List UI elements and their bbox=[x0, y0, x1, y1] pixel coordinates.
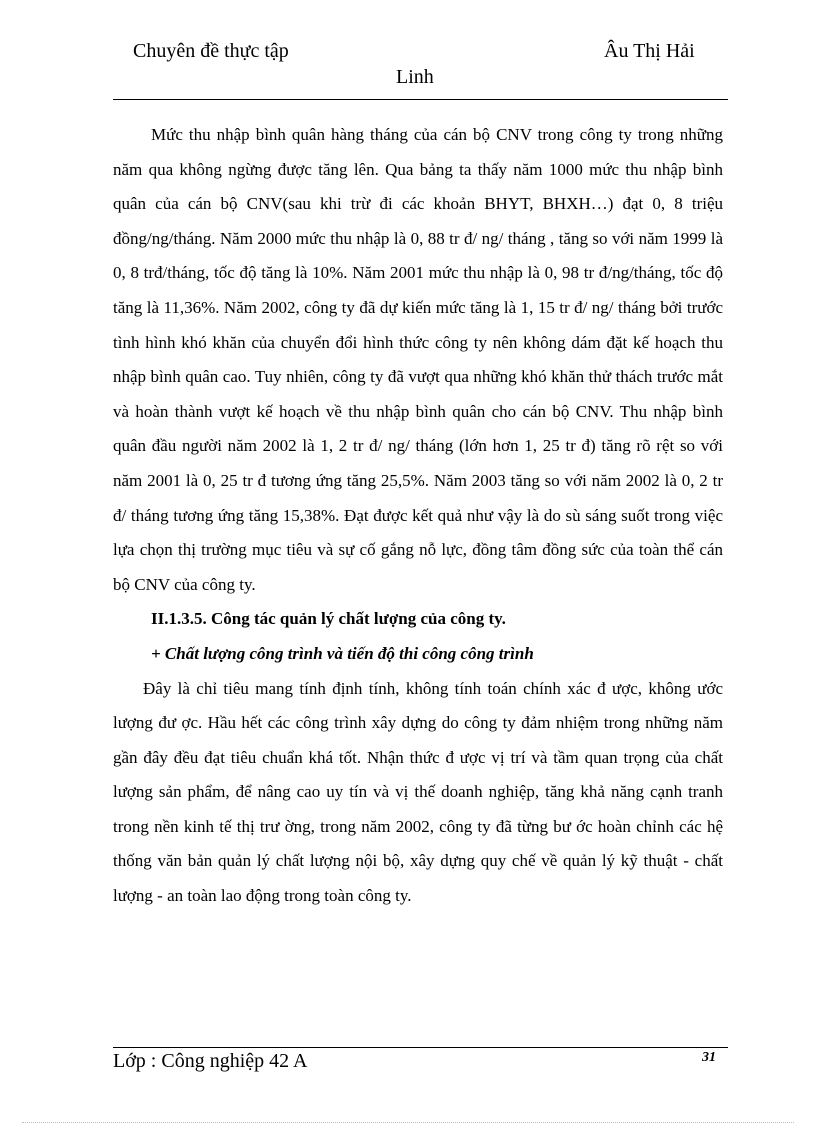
paragraph-income: Mức thu nhập bình quân hàng tháng của cán bộ CNV trong công ty trong những năm qua không ngừng được tăng lên. Qua bảng ta thấy năm 1000 mức thu nhập bình quân của cán bộ CNV(sau khi trừ đi các khoản BHYT, BHXH…) đạt 0, 8 triệu đồng/ng/tháng. Năm 2000 mức thu nhập là 0, 88 tr đ/ ng/ tháng , tăng so với năm 1999 là 0, 8 trđ/tháng, tốc độ tăng là 10%. Năm 2001 mức thu nhập là 0, 98 tr đ/ng/tháng, tốc độ tăng là 11,36%. Năm 2002, công ty đã dự kiến mức tăng là 1, 15 tr đ/ ng/ tháng bởi trước tình hình khó khăn của chuyển đổi hình thức công ty nên không dám đặt kế hoạch thu nhập bình quân cao. Tuy nhiên, công ty đã vượt qua những khó khăn thử thách trước mắt và hoàn thành vượt kế hoạch về thu nhập bình quân cho cán bộ CNV. Thu nhập bình quân đầu người năm 2002 là 1, 2 tr đ/ ng/ tháng (lớn hơn 1, 25 tr đ) tăng rõ rệt so với năm 2001 là 0, 25 tr đ tương ứng tăng 25,5%. Năm 2003 tăng so với năm 2002 là 0, 2 tr đ/ tháng tương ứng tăng 15,38%. Đạt được kết quả như vậy là do sù sáng suốt trong việc lựa chọn thị trường mục tiêu và sự cố gắng nỗ lực, đồng tâm đồng sức của toàn thể cán bộ CNV của công ty. bbox=[113, 125, 723, 594]
footer-class: Lớp : Công nghiệp 42 A bbox=[113, 1050, 308, 1072]
header-author-wrap: Linh bbox=[396, 66, 434, 88]
header-rule bbox=[113, 99, 728, 100]
paragraph-quality: Đây là chỉ tiêu mang tính định tính, không tính toán chính xác đ ược, không ước lượng đư ợc. Hầu hết các công trình xây dựng do công ty đảm nhiệm trong những năm gần đây đều đạt tiêu chuẩn khá tốt. Nhận thức đ ược vị trí và tầm quan trọng của chất lượng sản phẩm, để nâng cao uy tín và vị thế doanh nghiệp, tăng khả năng cạnh tranh trong nền kinh tế thị trư ờng, trong năm 2002, công ty đã từng bư ớc hoàn chỉnh các hệ thống văn bản quản lý chất lượng nội bộ, xây dựng quy chế về quản lý kỹ thuật - chất lượng - an toàn lao động trong toàn công ty. bbox=[113, 678, 723, 906]
header-title: Chuyên đề thực tập bbox=[133, 40, 289, 62]
header-author: Âu Thị Hải bbox=[604, 40, 695, 62]
section-subheading: + Chất lượng công trình và tiến độ thi công công trình bbox=[151, 643, 534, 663]
section-heading: II.1.3.5. Công tác quản lý chất lượng của công ty. bbox=[151, 609, 506, 629]
document-body bbox=[113, 118, 723, 914]
footer-rule bbox=[113, 1047, 728, 1048]
page-number: 31 bbox=[702, 1050, 716, 1065]
